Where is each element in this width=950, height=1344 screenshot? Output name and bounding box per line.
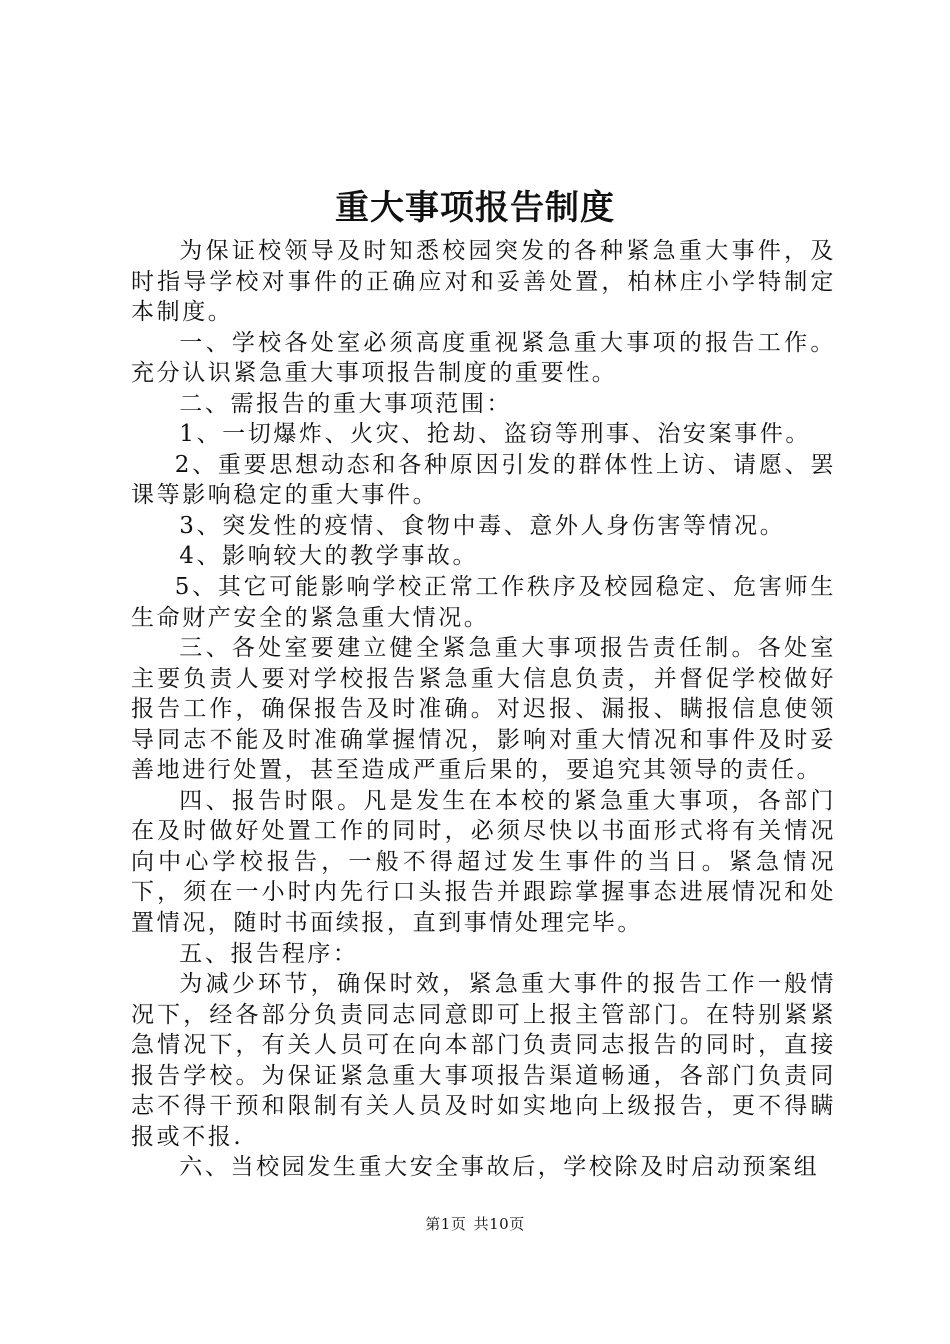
- page-total: 共10页: [473, 1215, 525, 1233]
- paragraph-section-5: 五、报告程序：: [179, 940, 359, 967]
- paragraph-section-6: 六、当校园发生重大安全事故后，学校除及时启动预案组: [179, 1154, 820, 1181]
- paragraph-section-1: 一、学校各处室必须高度重视紧急重大事项的报告工作。充分认识紧急重大事项报告制度的重要性。: [131, 329, 836, 387]
- paragraph-section-4: 四、报告时限。凡是发生在本校的紧急重大事项，各部门在及时做好处置工作的同时，必须尽快以书面形式将有关情况向中心学校报告，一般不得超过发生事件的当日。紧急情况下，须在一小时内先行口头报告并跟踪掌握事态进展情况和处置情况，随时书面续报，直到事情处理完毕。: [131, 787, 836, 937]
- paragraph-item-2: 2、重要思想动态和各种原因引发的群体性上访、请愿、罢课等影响稳定的重大事件。: [131, 451, 836, 509]
- paragraph-item-1: 1、一切爆炸、火灾、抢劫、盗窃等刑事、治安案事件。: [179, 421, 811, 448]
- paragraph-section-3: 三、各处室要建立健全紧急重大事项报告责任制。各处室主要负责人要对学校报告紧急重大信息负责，并督促学校做好报告工作，确保报告及时准确。对迟报、漏报、瞒报信息使领导同志不能及时准确掌握情况，影响对重大情况和事件及时妥善地进行处置，甚至造成严重后果的，要追究其领导的责任。: [131, 635, 836, 784]
- document-body: [131, 236, 836, 1183]
- document-title: 重大事项报告制度: [335, 188, 615, 228]
- page-footer: [0, 1214, 950, 1234]
- paragraph-procedure: 为减少环节，确保时效，紧急重大事件的报告工作一般情况下，经各部分负责同志同意即可上报主管部门。在特别紧紧急情况下，有关人员可在向本部门负责同志报告的同时，直接报告学校。为保证紧急重大事项报告渠道畅通，各部门负责同志不得干预和限制有关人员及时如实地向上级报告，更不得瞒报或不报.: [131, 971, 836, 1150]
- paragraph-item-3: 3、突发性的疫情、食物中毒、意外人身伤害等情况。: [179, 512, 786, 539]
- paragraph-intro: 为保证校领导及时知悉校园突发的各种紧急重大事件，及时指导学校对事件的正确应对和妥善处置，柏林庄小学特制定本制度。: [131, 238, 836, 326]
- paragraph-item-4: 4、影响较大的教学事故。: [179, 543, 479, 570]
- page-number: 第1页: [425, 1215, 467, 1233]
- paragraph-item-5: 5、其它可能影响学校正常工作秩序及校园稳定、危害师生生命财产安全的紧急重大情况。: [131, 574, 836, 631]
- paragraph-section-2: 二、需报告的重大事项范围：: [179, 390, 513, 417]
